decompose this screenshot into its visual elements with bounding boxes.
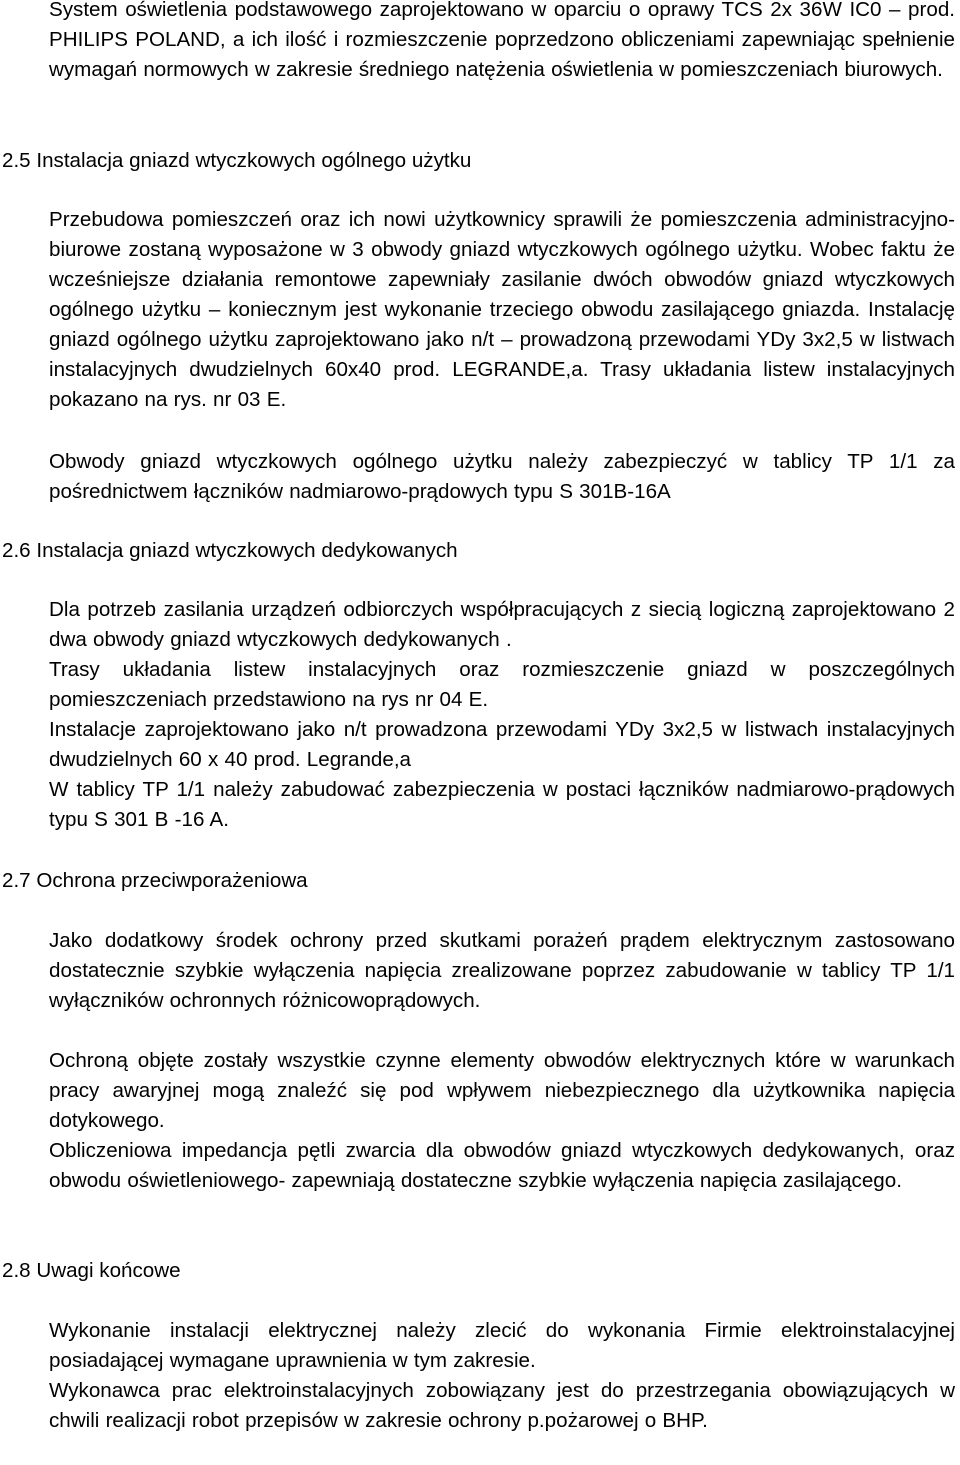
section-2-6-paragraph-4: W tablicy TP 1/1 należy zabudować zabezpieczenia w postaci łączników nadmiarowo-prądowych typu S 301 B -16 A. (49, 778, 955, 831)
section-2-8-paragraph-2: Wykonawca prac elektroinstalacyjnych zobowiązany jest do przestrzegania obowiązujących w chwili realizacji robot przepisów w zakresie ochrony p.pożarowej o BHP. (49, 1379, 955, 1432)
section-2-6-paragraph-2: Trasy układania listew instalacyjnych oraz rozmieszczenie gniazd w poszczególnych pomieszczeniach przedstawiono na rys nr 04 E. (49, 658, 955, 711)
section-2-7-paragraph-1: Jako dodatkowy środek ochrony przed skutkami porażeń prądem elektrycznym zastosowano dostatecznie szybkie wyłączenia napięcia zrealizowane poprzez zabudowanie w tablicy TP 1/1 wyłączników ochronnych różnicowoprądowych. (49, 929, 955, 1012)
section-heading-2-8: 2.8 Uwagi końcowe (2, 1259, 181, 1282)
section-heading-2-5: 2.5 Instalacja gniazd wtyczkowych ogólnego użytku (2, 149, 472, 172)
section-heading-2-7: 2.7 Ochrona przeciwporażeniowa (2, 869, 308, 892)
section-2-6-paragraph-1: Dla potrzeb zasilania urządzeń odbiorczych współpracujących z siecią logiczną zaprojektowano 2 dwa obwody gniazd wtyczkowych dedykowanych . (49, 598, 955, 651)
intro-paragraph: System oświetlenia podstawowego zaprojektowano w oparciu o oprawy TCS 2x 36W IC0 – prod. PHILIPS POLAND, a ich ilość i rozmieszczenie poprzedzono obliczeniami zapewniając spełnienie wymagań normowych w zakresie średniego natężenia oświetlenia w pomieszczeniach biurowych. (49, 0, 955, 81)
section-2-8-paragraph-1: Wykonanie instalacji elektrycznej należy zlecić do wykonania Firmie elektroinstalacyjnej posiadającej wymagane uprawnienia w tym zakresie. (49, 1319, 955, 1372)
section-2-6-paragraph-3: Instalacje zaprojektowano jako n/t prowadzona przewodami YDy 3x2,5 w listwach instalacyjnych dwudzielnych 60 x 40 prod. Legrande,a (49, 718, 955, 771)
section-heading-2-6: 2.6 Instalacja gniazd wtyczkowych dedykowanych (2, 539, 458, 562)
section-2-7-paragraph-2: Ochroną objęte zostały wszystkie czynne elementy obwodów elektrycznych które w warunkach pracy awaryjnej mogą znaleźć się pod wpływem niebezpiecznego dla użytkownika napięcia dotykowego. (49, 1049, 955, 1132)
section-2-5-paragraph-2: Obwody gniazd wtyczkowych ogólnego użytku należy zabezpieczyć w tablicy TP 1/1 za pośrednictwem łączników nadmiarowo-prądowych typu S 301B-16A (49, 450, 955, 503)
section-2-5-paragraph-1: Przebudowa pomieszczeń oraz ich nowi użytkownicy sprawili że pomieszczenia administracyjno-biurowe zostaną wyposażone w 3 obwody gniazd wtyczkowych ogólnego użytku. Wobec faktu że wcześniejsze działania remontowe zapewniały zasilanie dwóch obwodów gniazd wtyczkowych ogólnego użytku – koniecznym jest wykonanie trzeciego obwodu zasilającego gniazda. Instalację gniazd ogólnego użytku zaprojektowano jako n/t – prowadzoną przewodami YDy 3x2,5 w listwach instalacyjnych dwudzielnych 60x40 prod. LEGRANDE,a. Trasy układania listew instalacyjnych pokazano na rys. nr 03 E. (49, 208, 955, 411)
section-2-7-paragraph-3: Obliczeniowa impedancja pętli zwarcia dla obwodów gniazd wtyczkowych dedykowanych, oraz obwodu oświetleniowego- zapewniają dostateczne szybkie wyłączenia napięcia zasilającego. (49, 1139, 955, 1192)
